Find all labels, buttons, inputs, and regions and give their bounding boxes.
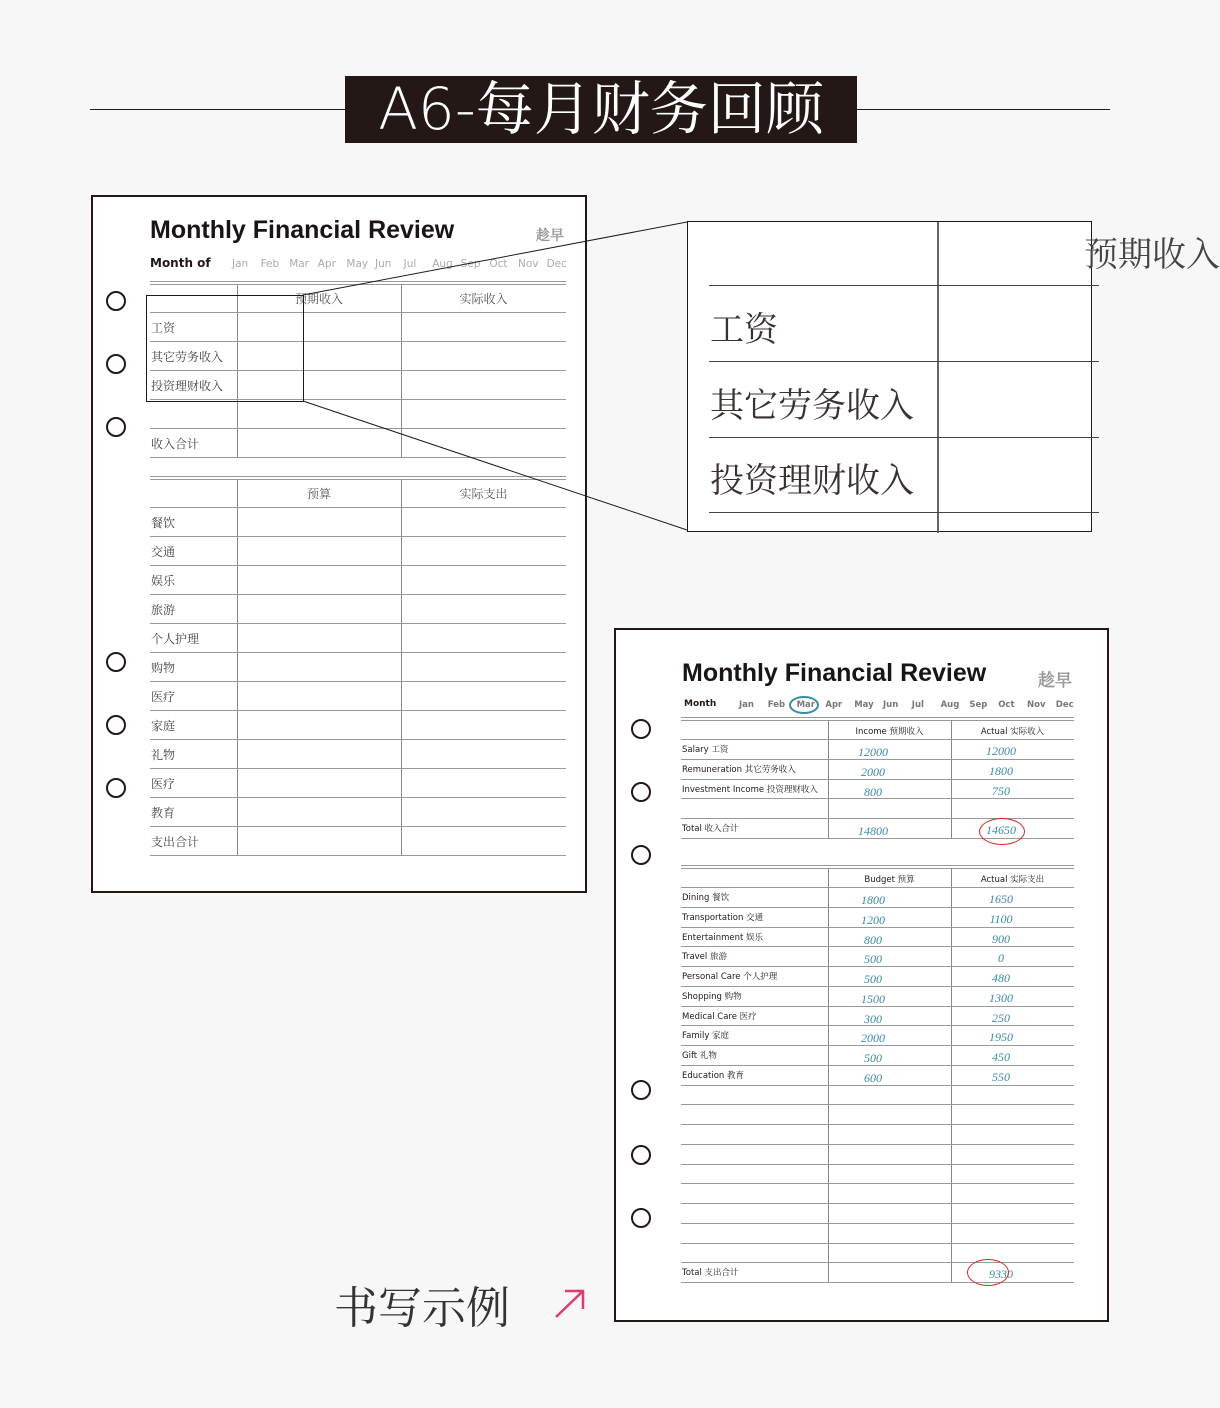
- row-rule: [681, 798, 1074, 799]
- brand-logo: 趁早: [536, 228, 564, 244]
- handwritten-actual: 0: [998, 951, 1004, 966]
- month-option: Apr: [317, 258, 336, 270]
- handwritten-actual: 450: [992, 1050, 1010, 1064]
- binder-hole: [631, 1080, 651, 1100]
- double-rule: [681, 868, 1074, 869]
- month-option: May: [854, 700, 874, 710]
- row-rule: [681, 1223, 1074, 1224]
- column-header: 预算: [306, 487, 331, 501]
- double-rule: [681, 717, 1074, 718]
- row-label: 教育: [151, 806, 176, 820]
- month-label: Month: [684, 699, 717, 709]
- handwritten-budget: 1500: [861, 991, 885, 1006]
- binder-hole: [631, 1208, 651, 1228]
- binder-hole: [631, 845, 651, 865]
- row-rule: [150, 652, 566, 653]
- handwritten-actual: 1650: [989, 892, 1013, 906]
- row-label: 医疗: [151, 777, 176, 791]
- row-rule: [681, 887, 1074, 888]
- row-label: Dining 餐饮: [682, 893, 730, 903]
- handwritten-budget: 600: [864, 1070, 882, 1085]
- row-rule: [150, 710, 566, 711]
- handwritten-budget: 800: [864, 784, 882, 799]
- column-header: 预期收入: [294, 292, 343, 306]
- month-option: Sep: [969, 700, 988, 710]
- selected-month-circle: [789, 696, 819, 714]
- row-label: Investment Income 投资理财收入: [682, 784, 818, 795]
- column-header: 实际支出: [459, 487, 508, 501]
- row-label: 餐饮: [151, 516, 176, 530]
- page-title: Monthly Financial Review: [682, 659, 987, 687]
- row-rule: [150, 826, 566, 827]
- handwritten-budget: 500: [864, 972, 882, 986]
- row-rule: [681, 1124, 1074, 1125]
- row-rule: [681, 1183, 1074, 1184]
- handwritten-budget: 500: [864, 1051, 882, 1065]
- row-label: Personal Care 个人护理: [682, 972, 778, 982]
- row-rule: [150, 768, 566, 769]
- row-rule: [681, 1164, 1074, 1165]
- month-option: Jan: [232, 258, 249, 270]
- row-label: 旅游: [151, 603, 176, 617]
- month-option: Feb: [767, 700, 786, 710]
- row-label: 娱乐: [151, 574, 176, 588]
- row-rule: [681, 1065, 1074, 1066]
- month-option: Feb: [260, 258, 280, 270]
- magnified-view: [687, 221, 1220, 532]
- month-option: Aug: [432, 258, 453, 270]
- banner: A6-每月财务回顾: [345, 76, 857, 143]
- row-label: 家庭: [151, 719, 176, 733]
- handwritten-actual: 9330: [989, 1267, 1013, 1282]
- binder-hole: [631, 719, 651, 739]
- binder-hole: [631, 782, 651, 802]
- month-option: Apr: [825, 700, 843, 710]
- column-header: Income 预期收入: [855, 727, 924, 737]
- month-option: Oct: [998, 700, 1015, 710]
- row-label: 个人护理: [151, 632, 200, 646]
- row-label: Total 收入合计: [682, 824, 739, 834]
- handwritten-actual: 14650: [986, 823, 1016, 837]
- handwritten-budget: 1800: [861, 893, 885, 907]
- handwritten-actual: 550: [992, 1069, 1010, 1084]
- binder-hole: [106, 652, 126, 672]
- month-option: Jan: [739, 700, 754, 710]
- row-label: 购物: [151, 661, 176, 675]
- row-label: 收入合计: [151, 437, 200, 451]
- row-label: Travel 旅游: [682, 952, 727, 963]
- brand-logo: 趁早: [1038, 671, 1072, 691]
- column-header: Actual 实际支出: [980, 875, 1045, 885]
- row-rule: [681, 1104, 1074, 1105]
- page-title: Monthly Financial Review: [150, 216, 455, 244]
- double-rule: [681, 720, 1074, 721]
- arrow-up-right-icon: [553, 1288, 587, 1320]
- month-option: Nov: [1027, 700, 1046, 710]
- row-rule: [681, 1006, 1074, 1007]
- row-label: Family 家庭: [682, 1031, 730, 1042]
- handwritten-budget: 1200: [861, 912, 885, 927]
- magnified-header-partial: 预期收入: [1084, 235, 1220, 275]
- column-header: 实际收入: [459, 292, 508, 306]
- row-rule: [681, 1025, 1074, 1026]
- row-label: 工资: [151, 321, 176, 335]
- handwritten-budget: 12000: [858, 745, 888, 759]
- month-option: Nov: [518, 258, 539, 270]
- binder-hole: [106, 778, 126, 798]
- row-label: Remuneration 其它劳务收入: [682, 764, 796, 775]
- row-label: Gift 礼物: [682, 1051, 717, 1061]
- row-rule: [681, 1045, 1074, 1046]
- month-option: Dec: [546, 258, 567, 270]
- handwritten-budget: 2000: [861, 1031, 885, 1046]
- month-option: Aug: [940, 700, 960, 710]
- total-expense-circle: [967, 1259, 1009, 1286]
- row-label: 支出合计: [151, 835, 200, 849]
- handwritten-budget: 500: [864, 952, 882, 967]
- month-label: Month of: [150, 256, 211, 270]
- row-label: Transportation 交通: [682, 912, 764, 923]
- row-label: 医疗: [151, 690, 176, 704]
- row-rule: [681, 1144, 1074, 1145]
- handwritten-budget: 14800: [858, 824, 888, 838]
- row-rule: [681, 927, 1074, 928]
- row-rule: [681, 907, 1074, 908]
- month-option: Jun: [375, 258, 392, 270]
- double-rule: [681, 865, 1074, 866]
- month-option: Oct: [489, 258, 508, 270]
- row-rule: [681, 1262, 1074, 1263]
- handwritten-budget: 300: [864, 1011, 882, 1026]
- magnified-row-label: 其它劳务收入: [710, 386, 914, 426]
- row-rule: [681, 759, 1074, 760]
- month-option: Mar: [796, 700, 815, 710]
- month-option: Sep: [460, 258, 481, 270]
- row-label: Education 教育: [682, 1070, 745, 1081]
- row-label: 其它劳务收入: [151, 350, 224, 364]
- row-rule: [681, 1203, 1074, 1204]
- row-rule: [150, 739, 566, 740]
- handwritten-actual: 250: [992, 1010, 1010, 1025]
- row-rule: [681, 966, 1074, 967]
- total-income-circle: [979, 818, 1025, 845]
- row-label: 礼物: [151, 748, 176, 762]
- magnified-row-label: 投资理财收入: [710, 461, 914, 501]
- row-rule: [681, 986, 1074, 987]
- month-option: Mar: [289, 258, 309, 270]
- binder-hole: [106, 715, 126, 735]
- row-rule: [681, 946, 1074, 947]
- binder-hole: [631, 1145, 651, 1165]
- handwritten-budget: 2000: [861, 764, 885, 779]
- row-rule: [681, 1085, 1074, 1086]
- month-option: Jun: [883, 700, 899, 710]
- column-header: Actual 实际收入: [980, 727, 1045, 737]
- handwritten-budget: 800: [864, 932, 882, 947]
- row-rule: [681, 1282, 1074, 1283]
- row-label: Medical Care 医疗: [682, 1011, 757, 1022]
- magnified-row-label: 工资: [710, 310, 778, 350]
- row-rule: [150, 623, 566, 624]
- month-option: Jul: [911, 700, 924, 710]
- handwritten-actual: 1950: [989, 1030, 1013, 1045]
- row-rule: [681, 1243, 1074, 1244]
- row-rule: [150, 855, 566, 856]
- handwritten-actual: 480: [992, 971, 1010, 985]
- row-rule: [681, 818, 1074, 819]
- row-rule: [150, 797, 566, 798]
- row-label: Entertainment 娱乐: [682, 932, 764, 943]
- row-label: Total 支出合计: [682, 1268, 739, 1279]
- row-label: 交通: [151, 545, 176, 559]
- row-rule: [681, 739, 1074, 740]
- month-option: Dec: [1055, 700, 1074, 710]
- handwritten-actual: 1300: [989, 990, 1013, 1005]
- row-rule: [681, 779, 1074, 780]
- row-label: Shopping 购物: [682, 991, 742, 1002]
- row-label: 投资理财收入: [151, 379, 224, 393]
- handwritten-actual: 1100: [989, 911, 1013, 926]
- caption: 书写示例: [334, 1283, 510, 1334]
- row-rule: [150, 681, 566, 682]
- column-header: Budget 预算: [864, 875, 915, 885]
- row-label: Salary 工资: [682, 745, 729, 755]
- handwritten-actual: 12000: [986, 744, 1016, 758]
- handwritten-actual: 750: [992, 783, 1010, 798]
- handwritten-actual: 1800: [989, 763, 1013, 778]
- month-option: Jul: [403, 258, 417, 270]
- handwritten-actual: 900: [992, 931, 1010, 946]
- month-option: May: [346, 258, 369, 270]
